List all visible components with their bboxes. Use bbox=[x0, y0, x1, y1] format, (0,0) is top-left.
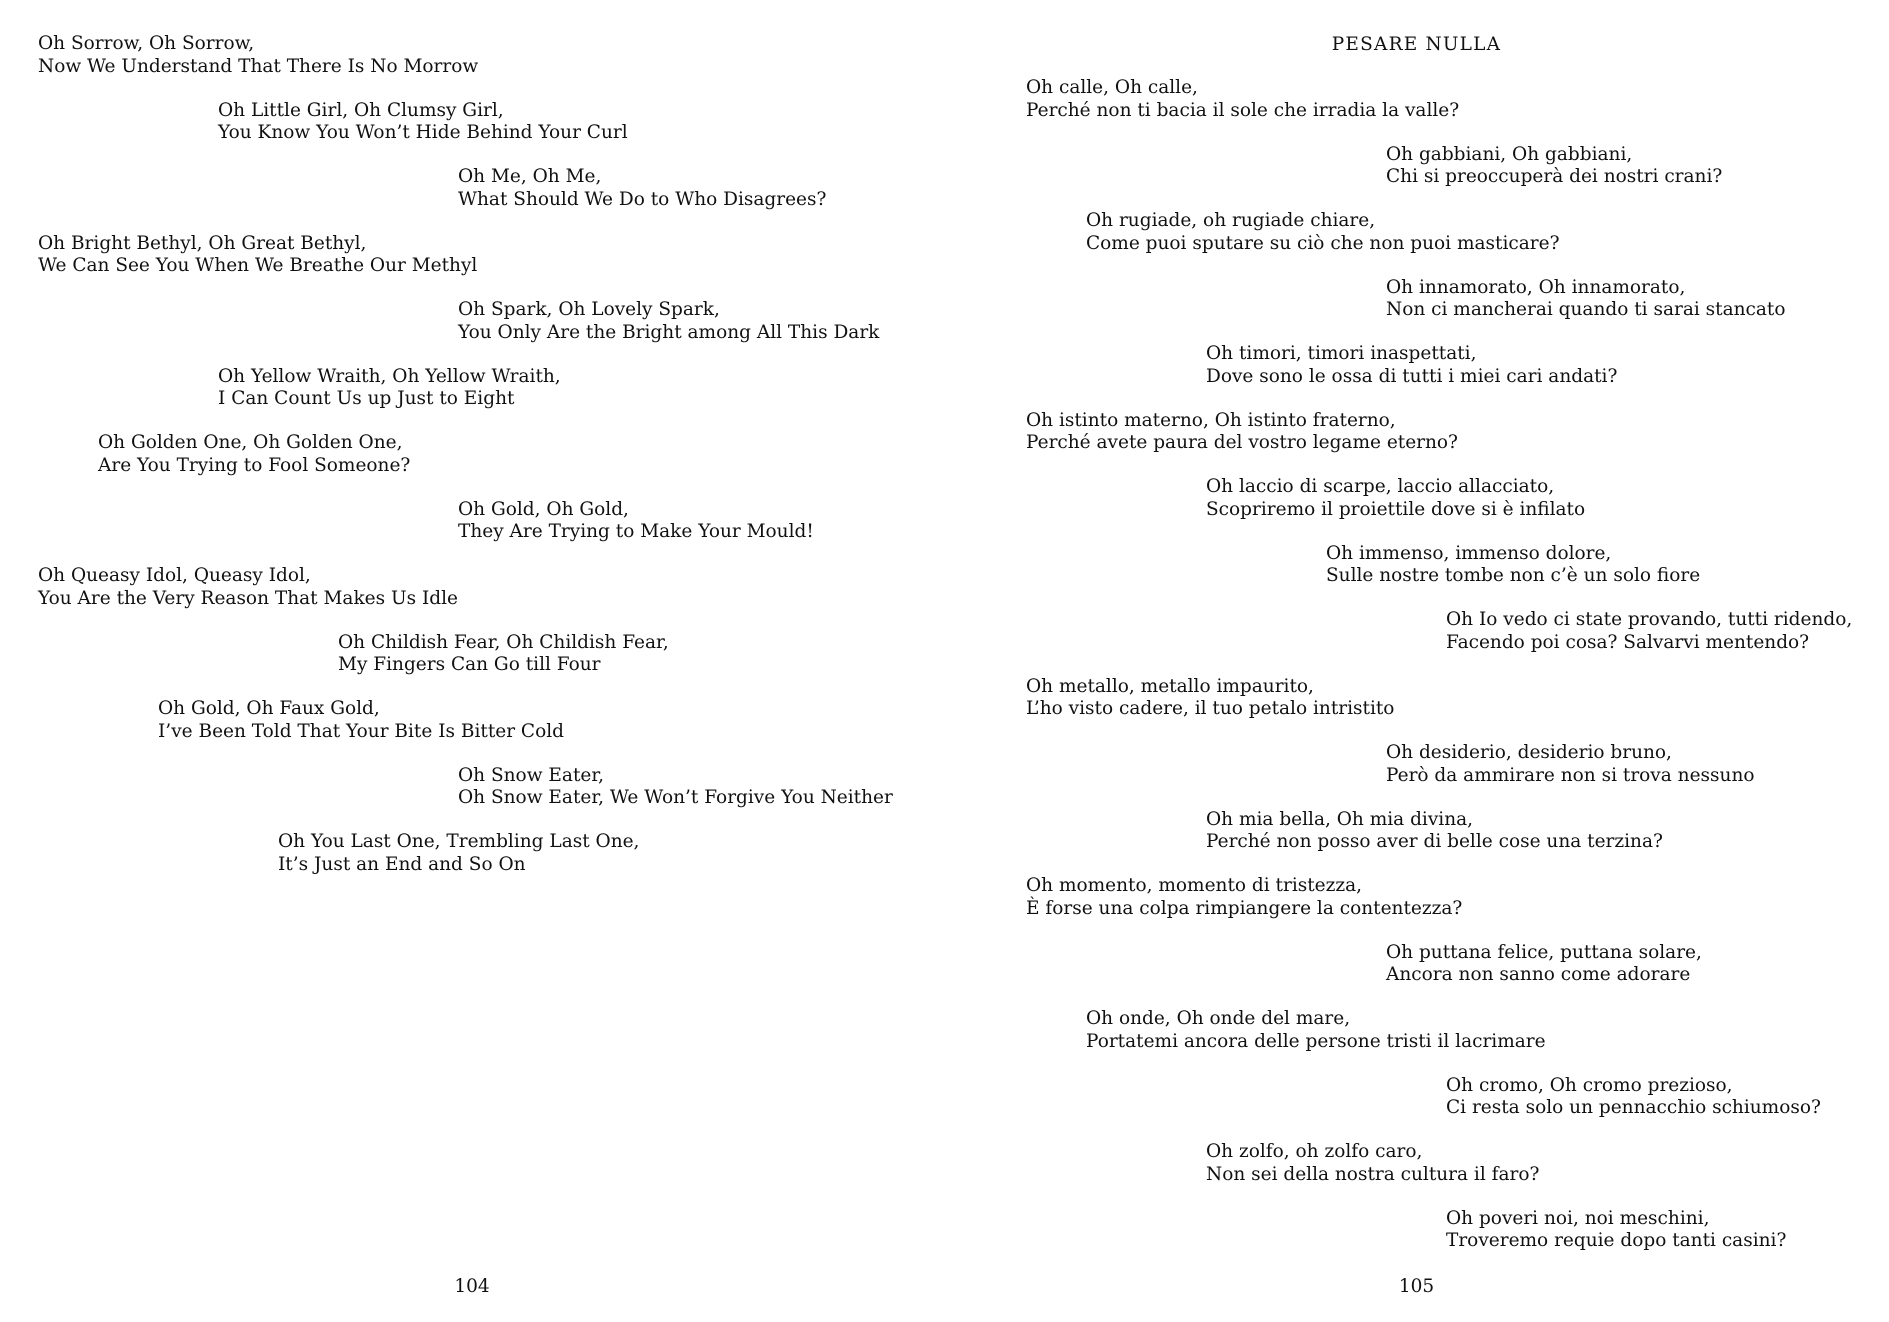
verse-line: It’s Just an End and So On bbox=[278, 853, 526, 875]
poem-body-left bbox=[0, 33, 944, 898]
stanza bbox=[944, 277, 1889, 322]
verse-line: You Know You Won’t Hide Behind Your Curl bbox=[218, 122, 628, 143]
left-page bbox=[0, 0, 944, 1322]
stanza bbox=[944, 543, 1889, 588]
verse-line: Oh laccio di scarpe, laccio allacciato, bbox=[1206, 476, 1555, 497]
stanza bbox=[944, 210, 1889, 255]
stanza bbox=[944, 410, 1889, 455]
verse-line: Oh mia bella, Oh mia divina, bbox=[1206, 808, 1474, 830]
stanza bbox=[944, 1141, 1889, 1186]
verse-line: Oh cromo, Oh cromo prezioso, bbox=[1446, 1074, 1733, 1096]
stanza bbox=[944, 809, 1889, 854]
stanza bbox=[944, 1208, 1889, 1253]
stanza bbox=[0, 765, 944, 810]
verse-line: Perché non ti bacia il sole che irradia la valle? bbox=[1026, 99, 1460, 121]
verse-line: Oh Yellow Wraith, Oh Yellow Wraith, bbox=[218, 365, 561, 387]
verse-line: Perché avete paura del vostro legame eterno? bbox=[1026, 432, 1458, 453]
stanza bbox=[944, 609, 1889, 654]
verse-line: Oh You Last One, Trembling Last One, bbox=[278, 831, 640, 852]
stanza bbox=[944, 1075, 1889, 1120]
verse-line: I’ve Been Told That Your Bite Is Bitter Cold bbox=[158, 720, 564, 742]
verse-line: I Can Count Us up Just to Eight bbox=[218, 388, 515, 409]
verse-line: Oh Spark, Oh Lovely Spark, bbox=[458, 299, 720, 320]
verse-line: Oh Gold, Oh Faux Gold, bbox=[158, 698, 380, 719]
stanza bbox=[0, 499, 944, 544]
verse-line: Oh Sorrow, Oh Sorrow, bbox=[38, 33, 255, 54]
verse-line: Troveremo requie dopo tanti casini? bbox=[1446, 1230, 1787, 1251]
verse-line: Oh gabbiani, Oh gabbiani, bbox=[1386, 143, 1633, 165]
poem-body-right bbox=[944, 77, 1889, 1274]
verse-line: Dove sono le ossa di tutti i miei cari andati? bbox=[1206, 365, 1618, 387]
verse-line: Oh onde, Oh onde del mare, bbox=[1086, 1008, 1351, 1029]
verse-line: Ci resta solo un pennacchio schiumoso? bbox=[1446, 1097, 1821, 1118]
verse-line: Oh Snow Eater, bbox=[458, 764, 605, 786]
stanza bbox=[0, 366, 944, 411]
verse-line: You Only Are the Bright among All This Dark bbox=[458, 321, 880, 343]
stanza bbox=[0, 33, 944, 78]
verse-line: Oh Bright Bethyl, Oh Great Bethyl, bbox=[38, 232, 367, 254]
verse-line: Oh innamorato, Oh innamorato, bbox=[1386, 276, 1686, 298]
verse-line: Non ci mancherai quando ti sarai stancato bbox=[1386, 299, 1786, 320]
verse-line: Perché non posso aver di belle cose una terzina? bbox=[1206, 831, 1663, 852]
verse-line: Oh Io vedo ci state provando, tutti ridendo, bbox=[1446, 609, 1853, 630]
verse-line: Chi si preoccuperà dei nostri crani? bbox=[1386, 166, 1723, 187]
verse-line: What Should We Do to Who Disagrees? bbox=[458, 188, 827, 210]
verse-line: Però da ammirare non si trova nessuno bbox=[1386, 764, 1755, 786]
verse-line: Now We Understand That There Is No Morrow bbox=[38, 55, 479, 77]
verse-line: Oh zolfo, oh zolfo caro, bbox=[1206, 1141, 1423, 1162]
stanza bbox=[944, 942, 1889, 987]
verse-line: Sulle nostre tombe non c’è un solo fiore bbox=[1326, 565, 1701, 586]
verse-line: Are You Trying to Fool Someone? bbox=[98, 454, 411, 476]
stanza bbox=[944, 676, 1889, 721]
verse-line: L’ho visto cadere, il tuo petalo intristito bbox=[1026, 698, 1395, 719]
running-head-title: PESARE NULLA bbox=[1331, 34, 1502, 55]
verse-line: Oh Golden One, Oh Golden One, bbox=[98, 432, 403, 453]
verse-line: Oh istinto materno, Oh istinto fraterno, bbox=[1026, 409, 1396, 431]
stanza bbox=[0, 233, 944, 278]
verse-line: Oh Little Girl, Oh Clumsy Girl, bbox=[218, 99, 504, 121]
stanza bbox=[0, 831, 944, 876]
stanza bbox=[0, 299, 944, 344]
stanza bbox=[0, 698, 944, 743]
verse-line: Oh poveri noi, noi meschini, bbox=[1446, 1207, 1710, 1229]
verse-line: Oh Queasy Idol, Queasy Idol, bbox=[38, 565, 311, 586]
stanza bbox=[944, 742, 1889, 787]
verse-line: Oh Me, Oh Me, bbox=[458, 166, 602, 187]
verse-line: You Are the Very Reason That Makes Us Idle bbox=[38, 587, 458, 609]
stanza bbox=[944, 77, 1889, 122]
verse-line: Ancora non sanno come adorare bbox=[1386, 964, 1691, 985]
stanza bbox=[944, 1008, 1889, 1053]
verse-line: Oh Gold, Oh Gold, bbox=[458, 498, 629, 520]
page-number-right: 105 bbox=[1398, 1276, 1435, 1297]
verse-line: Oh puttana felice, puttana solare, bbox=[1386, 941, 1702, 963]
verse-line: Oh desiderio, desiderio bruno, bbox=[1386, 742, 1672, 763]
stanza bbox=[0, 166, 944, 211]
stanza bbox=[0, 565, 944, 610]
verse-line: Oh timori, timori inaspettati, bbox=[1206, 343, 1477, 364]
stanza bbox=[0, 100, 944, 145]
verse-line: Oh Childish Fear, Oh Childish Fear, bbox=[338, 631, 669, 653]
stanza bbox=[944, 144, 1889, 189]
verse-line: Oh calle, Oh calle, bbox=[1026, 77, 1198, 98]
verse-line: Portatemi ancora delle persone tristi il lacrimare bbox=[1086, 1030, 1546, 1052]
stanza bbox=[944, 875, 1889, 920]
verse-line: Non sei della nostra cultura il faro? bbox=[1206, 1163, 1540, 1185]
verse-line: Oh metallo, metallo impaurito, bbox=[1026, 675, 1314, 697]
verse-line: È forse una colpa rimpiangere la contentezza? bbox=[1026, 897, 1463, 919]
verse-line: Oh immenso, immenso dolore, bbox=[1326, 542, 1612, 564]
verse-line: They Are Trying to Make Your Mould! bbox=[458, 521, 814, 542]
stanza bbox=[0, 432, 944, 477]
verse-line: We Can See You When We Breathe Our Methyl bbox=[38, 255, 478, 276]
verse-line: Facendo poi cosa? Salvarvi mentendo? bbox=[1446, 631, 1810, 653]
verse-line: My Fingers Can Go till Four bbox=[338, 654, 601, 675]
page-number-left: 104 bbox=[454, 1276, 490, 1297]
verse-line: Come puoi sputare su ciò che non puoi masticare? bbox=[1086, 232, 1560, 254]
verse-line: Oh rugiade, oh rugiade chiare, bbox=[1086, 210, 1376, 231]
verse-line: Oh momento, momento di tristezza, bbox=[1026, 875, 1363, 896]
stanza bbox=[944, 343, 1889, 388]
right-page bbox=[944, 0, 1889, 1322]
verse-line: Oh Snow Eater, We Won’t Forgive You Neither bbox=[458, 787, 893, 808]
verse-line: Scopriremo il proiettile dove si è infilato bbox=[1206, 498, 1586, 520]
stanza bbox=[0, 632, 944, 677]
stanza bbox=[944, 476, 1889, 521]
